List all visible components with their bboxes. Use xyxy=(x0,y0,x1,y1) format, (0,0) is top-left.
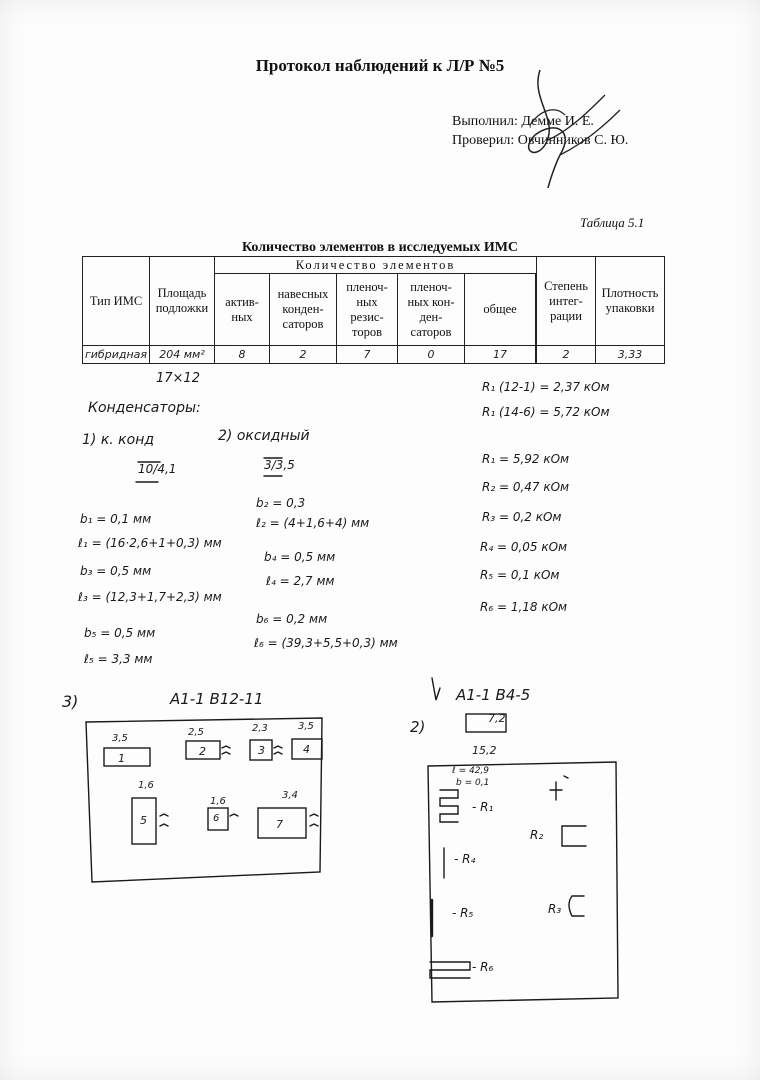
res-label-r6: - R₆ xyxy=(472,960,494,974)
dim-r-b: b = 0,1 xyxy=(456,778,490,788)
dim-c2: 2,5 xyxy=(188,727,204,738)
cap-num-4: 4 xyxy=(303,743,310,756)
capacitor-5 xyxy=(132,798,156,844)
cap-num-3: 3 xyxy=(258,744,265,757)
note-r5: R₅ = 0,1 кОм xyxy=(480,568,560,582)
table-title: Количество элементов в исследуемых ИМС xyxy=(241,240,519,255)
table-number: Таблица 5.1 xyxy=(580,215,645,230)
sketch2-label: 2) xyxy=(410,718,426,736)
performed-by-line: Выполнил: Демме И. Е. xyxy=(452,114,594,129)
cap-num-7: 7 xyxy=(276,818,283,831)
res-label-r1: - R₁ xyxy=(472,800,494,814)
note-r3: R₃ = 0,2 кОм xyxy=(482,510,562,524)
capacitor-4 xyxy=(292,739,322,759)
sketch3-title: А1-1 В12-11 xyxy=(170,690,264,708)
col-substrate-area: Площадь подложки xyxy=(150,257,215,346)
sketch2-title: А1-1 В4-5 xyxy=(456,686,531,704)
note-substrate-size: 17×12 xyxy=(156,371,200,386)
col-integration-degree: Степень интег-рации xyxy=(537,257,596,346)
cell-active: 8 xyxy=(215,346,270,364)
dim-c7: 3,4 xyxy=(282,790,298,801)
note-l3: ℓ₃ = (12,3+1,7+2,3) мм xyxy=(78,590,222,604)
col-total: общее xyxy=(465,274,536,346)
dim-c3: 2,3 xyxy=(252,723,268,734)
res-label-r3: R₃ xyxy=(548,902,562,916)
capacitor-2 xyxy=(186,741,220,759)
note-case1: 1) к. конд xyxy=(82,432,155,448)
cell-mounted-capacitors: 2 xyxy=(270,346,337,364)
note-b6: b₆ = 0,2 мм xyxy=(256,612,328,626)
cell-total: 17 xyxy=(465,346,536,364)
note-case1-value: 10/4,1 xyxy=(138,462,177,476)
note-b5: b₅ = 0,5 мм xyxy=(84,626,156,640)
cell-substrate-area: 204 мм² xyxy=(150,346,215,364)
res-label-r5: - R₅ xyxy=(452,906,474,920)
note-r-b: R₁ (14-6) = 5,72 кОм xyxy=(482,405,610,419)
cell-film-resistors: 7 xyxy=(337,346,398,364)
sketch3-label: 3) xyxy=(62,692,79,711)
note-l1: ℓ₁ = (16·2,6+1+0,3) мм xyxy=(78,536,222,550)
note-l5: ℓ₅ = 3,3 мм xyxy=(84,652,153,666)
res-label-r2: R₂ xyxy=(530,828,544,842)
dim-c5: 1,6 xyxy=(138,780,154,791)
dim-r-top: 7,2 xyxy=(488,712,506,725)
note-l2: ℓ₂ = (4+1,6+4) мм xyxy=(256,516,370,530)
note-b1: b₁ = 0,1 мм xyxy=(80,512,152,526)
checked-by-line: Проверил: Овчинников С. Ю. xyxy=(452,133,629,148)
note-r-a: R₁ (12-1) = 2,37 кОм xyxy=(482,380,610,394)
note-case2: 2) оксидный xyxy=(218,428,310,444)
dim-r-width: 15,2 xyxy=(472,744,497,757)
capacitor-1 xyxy=(104,748,150,766)
note-b4: b₄ = 0,5 мм xyxy=(264,550,336,564)
note-r6: R₆ = 1,18 кОм xyxy=(480,600,568,614)
dim-c4: 3,5 xyxy=(298,721,314,732)
capacitor-3 xyxy=(250,740,272,760)
cap-num-5: 5 xyxy=(140,814,147,827)
cell-ims-type: гибридная xyxy=(83,346,150,364)
capacitor-7 xyxy=(258,808,306,838)
note-l6: ℓ₆ = (39,3+5,5+0,3) мм xyxy=(254,636,398,650)
dim-c1: 3,5 xyxy=(112,733,128,744)
col-element-count: Количество элементов xyxy=(215,257,537,274)
page-title: Протокол наблюдений к Л/Р №5 xyxy=(255,56,505,75)
note-b2: b₂ = 0,3 xyxy=(256,496,306,510)
note-l4: ℓ₄ = 2,7 мм xyxy=(266,574,335,588)
col-active: актив-ных xyxy=(215,274,270,346)
col-ims-type: Тип ИМС xyxy=(83,257,150,346)
col-film-capacitors: пленоч-ных кон-ден-саторов xyxy=(398,274,465,346)
dim-c6: 1,6 xyxy=(210,796,226,807)
cell-film-capacitors: 0 xyxy=(398,346,465,364)
col-mounted-capacitors: навесных конден-саторов xyxy=(270,274,337,346)
res-label-r4: - R₄ xyxy=(454,852,476,866)
capacitor-6 xyxy=(208,808,228,830)
cap-num-6: 6 xyxy=(213,813,220,824)
note-case2-value: 3/3,5 xyxy=(264,458,295,472)
cap-num-2: 2 xyxy=(199,745,206,758)
board-3-outline xyxy=(86,718,322,882)
cell-integration: 2 xyxy=(537,346,596,364)
note-r4: R₄ = 0,05 кОм xyxy=(480,540,568,554)
cap-num-1: 1 xyxy=(118,752,125,765)
cell-density: 3,33 xyxy=(596,346,665,364)
note-capacitors-heading: Конденсаторы: xyxy=(88,400,201,416)
dim-r-l: ℓ = 42,9 xyxy=(452,766,490,776)
note-r1: R₁ = 5,92 кОм xyxy=(482,452,570,466)
col-film-resistors: пленоч-ных резис-торов xyxy=(337,274,398,346)
note-r2: R₂ = 0,47 кОм xyxy=(482,480,570,494)
col-packing-density: Плотность упаковки xyxy=(596,257,665,346)
note-b3: b₃ = 0,5 мм xyxy=(80,564,152,578)
